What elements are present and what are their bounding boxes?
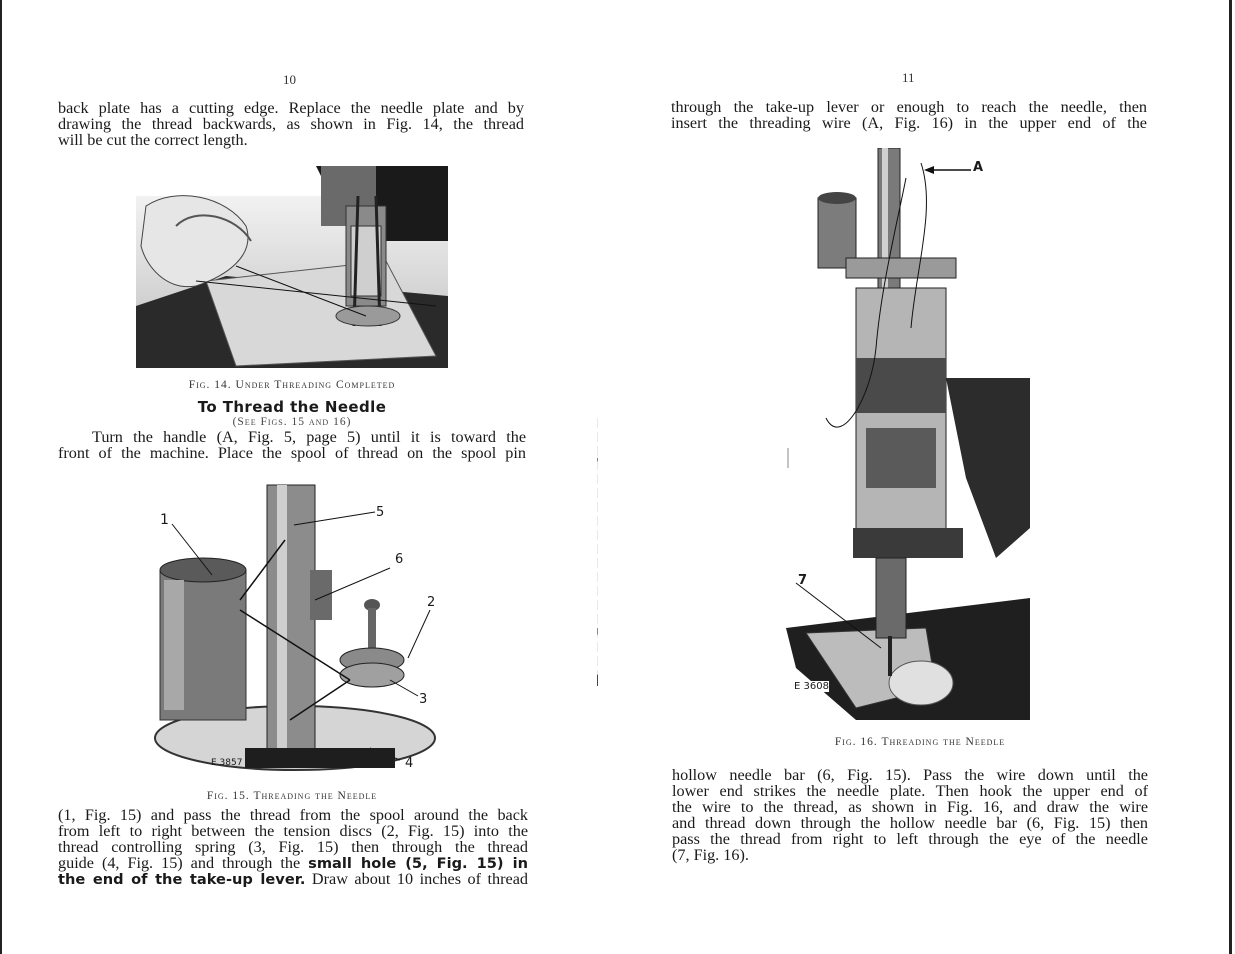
left-para-line-2: front of the machine. Place the spool of thread on the spool pin — [58, 443, 526, 462]
figure-15-caption: Fig. 15. Threading the Needle — [206, 790, 378, 802]
figure-14-caption: Fig. 14. Under Threading Completed — [188, 379, 396, 391]
left-final-line-5 — [58, 869, 528, 888]
right-para-line-6: (7, Fig. 16). — [672, 845, 749, 864]
right-para-line-3: the wire to the thread, as shown in Fig. 16, and draw the wire — [672, 797, 1148, 816]
right-intro-paragraph — [671, 100, 1147, 132]
fig16-label-a: A — [973, 160, 984, 175]
right-para-line-4: and thread down through the hollow needle bar (6, Fig. 15) then — [672, 813, 1148, 832]
left-para-line-1: Turn the handle (A, Fig. 5, page 5) until it is toward the — [92, 428, 526, 446]
right-final-paragraph — [672, 768, 1148, 863]
fig15-label-6: 6 — [395, 552, 404, 567]
final-line-4-bold: small hole (5, Fig. 15) in — [308, 854, 529, 872]
final-line-5-text: Draw about 10 inches of thread — [305, 869, 528, 888]
fig16-label-7: 7 — [798, 573, 808, 588]
fig15-label-3: 3 — [419, 692, 428, 707]
figure-15-photo — [150, 480, 440, 772]
right-intro-line-2: insert the threading wire (A, Fig. 16) in the upper end of the — [671, 113, 1147, 132]
figure-14-photo — [136, 166, 448, 368]
fig15-label-4: 4 — [405, 756, 414, 771]
right-intro-line-1: through the take-up lever or enough to reach the needle, then — [671, 98, 1147, 116]
page-number-right: 11 — [902, 70, 915, 85]
left-instruction-paragraph — [58, 430, 526, 462]
fig15-label-1: 1 — [160, 512, 169, 528]
fig15-label-2: 2 — [427, 595, 436, 610]
left-final-line-3: thread controlling spring (3, Fig. 15) then through the thread — [58, 837, 528, 856]
figure-16-photo — [786, 148, 1030, 720]
right-para-line-2: lower end strikes the needle plate. Then hook the upper end of — [672, 781, 1148, 800]
left-intro-paragraph — [58, 101, 524, 149]
fig16-code: E 3608 — [794, 681, 829, 692]
left-intro-line-1: back plate has a cutting edge. Replace the needle plate and by — [58, 99, 524, 117]
left-final-line-1: (1, Fig. 15) and pass the thread from the spool around the back — [58, 806, 528, 824]
right-para-line-1: hollow needle bar (6, Fig. 15). Pass the wire down until the — [672, 766, 1148, 784]
book-gutter — [597, 150, 599, 954]
section-heading: To Thread the Needle — [197, 398, 387, 416]
left-intro-line-2: drawing the thread backwards, as shown in Fig. 14, the thread — [58, 114, 524, 133]
section-subheading: (See Figs. 15 and 16) — [232, 416, 352, 428]
final-line-5-bold: the end of the take-up lever. — [58, 870, 306, 888]
fig15-code: E 3857 — [211, 758, 243, 768]
fig15-label-5: 5 — [376, 505, 385, 520]
left-intro-line-3: will be cut the correct length. — [58, 130, 248, 149]
figure-16-caption: Fig. 16. Threading the Needle — [834, 736, 1006, 748]
page-edge-left — [0, 0, 2, 954]
left-final-line-2: from left to right between the tension discs (2, Fig. 15) into the — [58, 821, 528, 840]
left-final-paragraph — [58, 808, 528, 888]
final-line-4-text: guide (4, Fig. 15) and through the — [58, 853, 309, 872]
page-edge-right — [1229, 0, 1232, 954]
page-number-left: 10 — [283, 72, 296, 87]
right-para-line-5: pass the thread from right to left through the eye of the needle — [672, 829, 1148, 848]
